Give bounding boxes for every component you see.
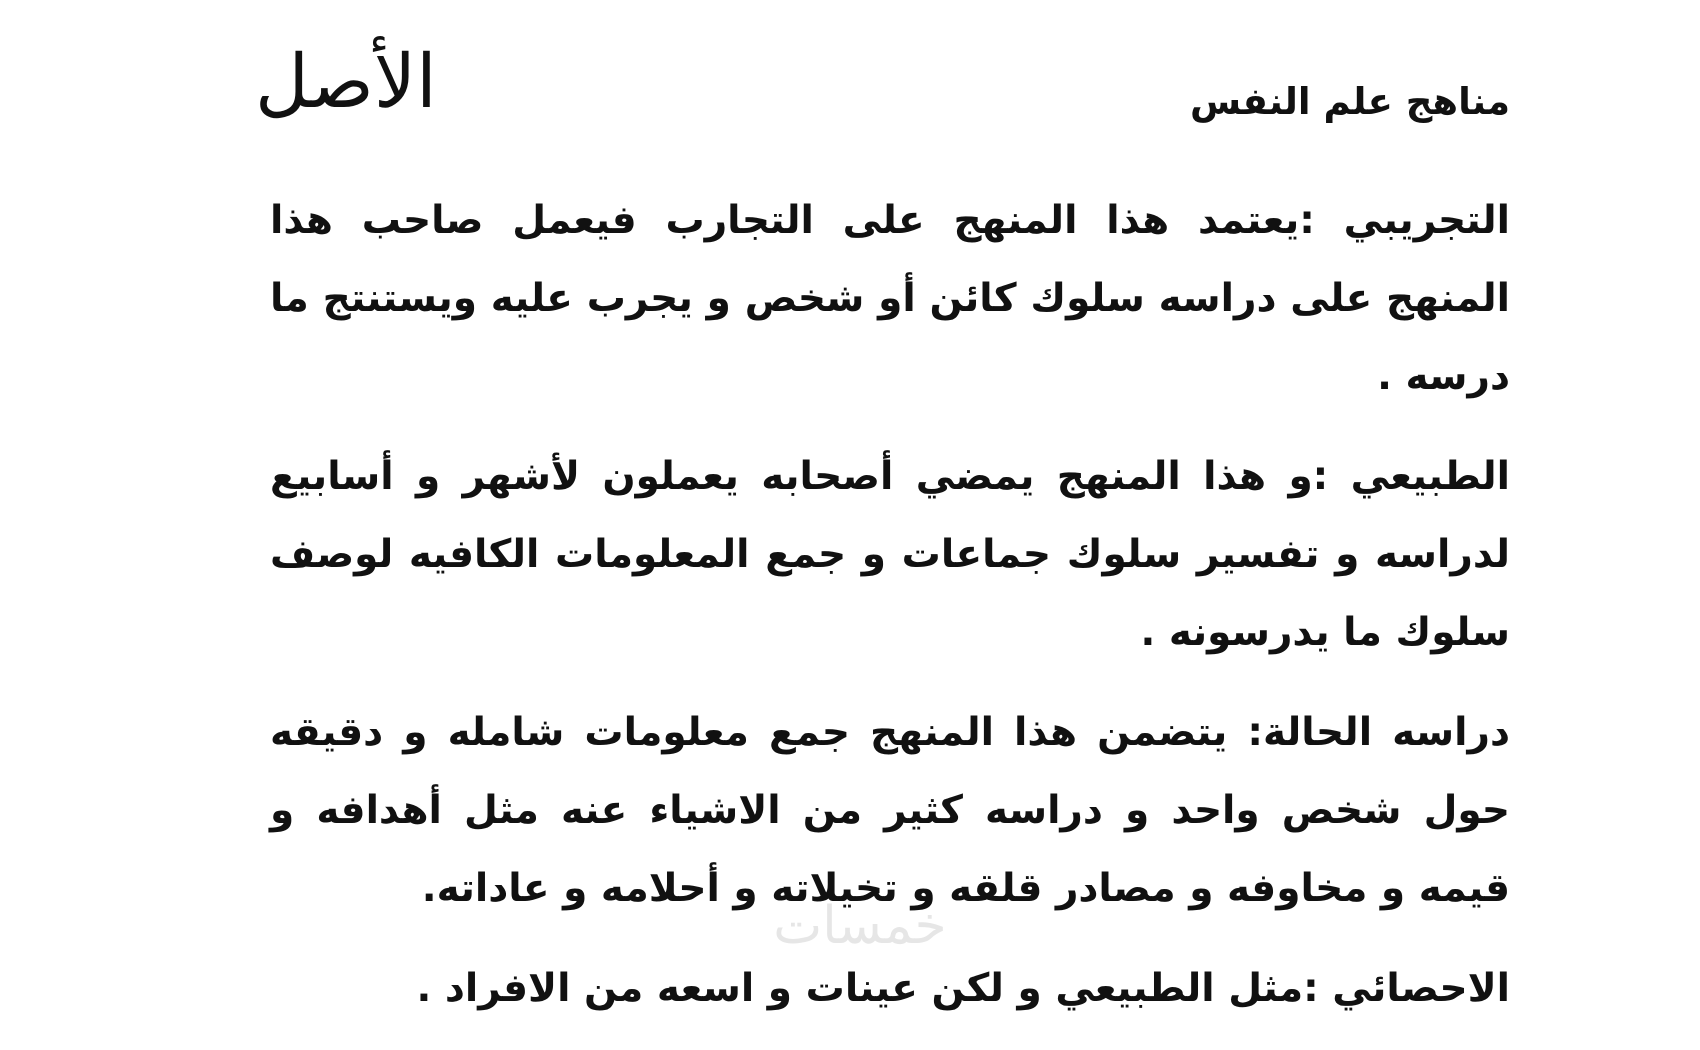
paragraph-text: يتضمن هذا المنهج جمع معلومات شامله و دقيقه حول شخص واحد و دراسه كثير من الاشياء عنه مثل أهدافه و قيمه و مخاوفه و مصادر قلقه و تخيلاته و أحلامه و عاداته. <box>270 710 1510 911</box>
paragraph-experimental <box>270 182 1510 416</box>
watermark-logo: خمسات <box>773 896 947 956</box>
paragraph-statistical <box>270 950 1510 1028</box>
term-case-study: دراسه الحالة: <box>1247 710 1510 755</box>
document-title: مناهج علم النفس <box>1190 80 1510 123</box>
paragraph-text: :يعتمد هذا المنهج على التجارب فيعمل صاحب هذا المنهج على دراسه سلوك كائن أو شخص و يجرب عليه ويستنتج ما درسه . <box>270 198 1510 399</box>
paragraph-naturalistic <box>270 438 1510 672</box>
term-naturalistic: الطبيعي <box>1350 454 1510 499</box>
paragraph-text: :و هذا المنهج يمضي أصحابه يعملون لأشهر و أسابيع لدراسه و تفسير سلوك جماعات و جمع المعلومات الكافيه لوصف سلوك ما يدرسونه . <box>270 454 1510 655</box>
term-statistical: الاحصائي <box>1332 966 1510 1011</box>
paragraph-text: :مثل الطبيعي و لكن عينات و اسعه من الافراد . <box>416 966 1333 1011</box>
original-label: الأصل <box>255 39 437 125</box>
term-experimental: التجريبي <box>1343 198 1510 243</box>
paragraph-case-study <box>270 694 1510 928</box>
